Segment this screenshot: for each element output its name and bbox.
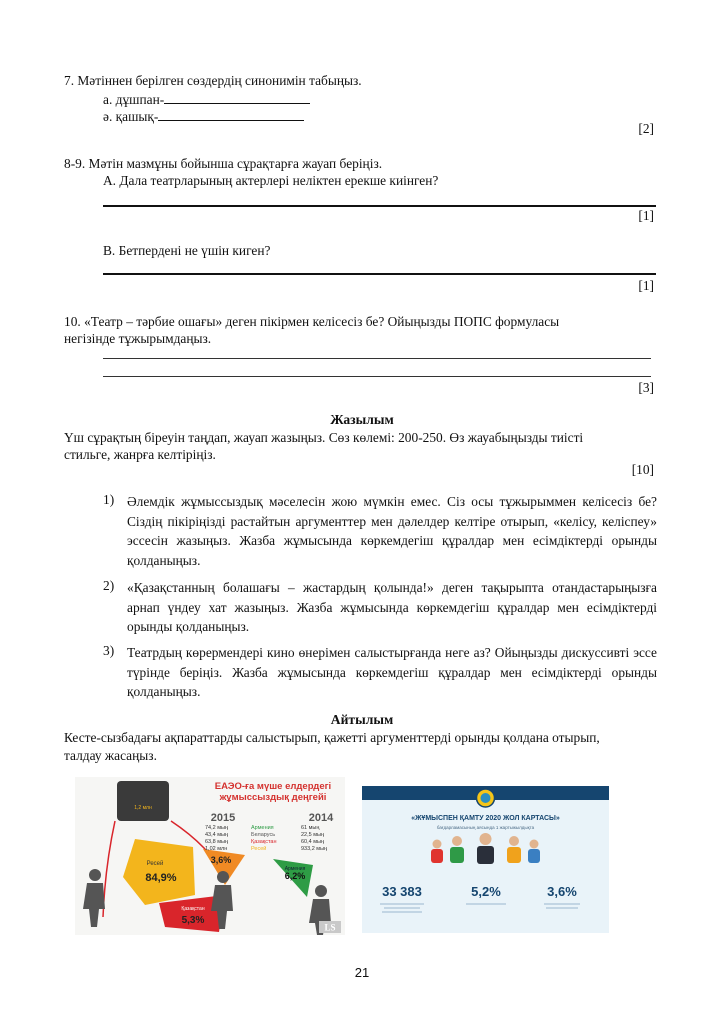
q89-question-b: В. Бетпердені не үшін киген? <box>103 243 271 258</box>
page-number: 21 <box>354 965 370 980</box>
year-2014: 2014 <box>308 812 334 824</box>
roadmap-stat-1: 33 383 <box>382 884 422 899</box>
q89-answer-line-a[interactable] <box>103 205 656 207</box>
value-2015-2: 63,8 мың <box>205 839 229 845</box>
value-2014-3: 933,2 мың <box>301 846 328 852</box>
q7-item-b <box>103 108 304 125</box>
q10-line2: негізінде тұжырымдаңыз. <box>64 331 212 346</box>
speaking-instruction-line2: талдау жасаңыз. <box>64 748 157 763</box>
value-2014-1: 22,5 мың <box>301 832 325 838</box>
roadmap-title: «ЖҰМЫСПЕН ҚАМТУ 2020 ЖОЛ КАРТАСЫ» <box>411 815 560 822</box>
roadmap-infographic-graphic <box>362 786 609 933</box>
value-2014-2: 60,4 мың <box>301 839 325 845</box>
value-2015-1: 43,4 мың <box>205 832 229 838</box>
value-2014-0: 61 мың <box>301 825 320 831</box>
kazakhstan-label: Қазақстан <box>181 906 205 912</box>
q7-prompt: 7. Мәтіннен берілген сөздердің синонимін табыңыз. <box>64 73 362 88</box>
country-1: Беларусь <box>251 832 276 838</box>
writing-option-3-number: 3) <box>103 643 115 658</box>
q89-marks-a: [1] <box>638 208 654 223</box>
q7-marks: [2] <box>638 121 654 136</box>
writing-option-2-text: «Қазақстанның болашағы – жастардың қолында!» деген тақырыпта отандастарыңызға арнап үндеу хат жазыңыз. Жазба жұмысында көркемдегіш құралдар мен есімдіктерді орынды қолданыңыз. <box>127 580 657 634</box>
unemployment-infographic <box>75 777 345 935</box>
year-2015: 2015 <box>210 812 236 824</box>
q7-item-a-label: а. дұшпан- <box>103 92 165 107</box>
q89-prompt: 8-9. Мәтін мазмұны бойынша сұрақтарға жауап беріңіз. <box>64 156 383 171</box>
value-2015-3: 1,02 млн <box>205 846 228 852</box>
country-3: Ресей <box>251 846 267 852</box>
speaking-instruction-line1: Кесте-сызбадағы ақпараттарды салыстырып, қажетті аргументтерді орынды қолдана отырып, <box>64 730 600 745</box>
q89-marks-b: [1] <box>638 278 654 293</box>
infographic1-title-line1: ЕАЭО-ға мүше елдердегі <box>214 781 332 792</box>
q7-item-a <box>103 91 310 108</box>
roadmap-infographic <box>362 786 609 933</box>
q10-answer-line-1[interactable] <box>103 358 651 359</box>
speaking-heading: Айтылым <box>330 712 394 727</box>
russia-percent: 84,9% <box>145 872 177 884</box>
q10-line1: 10. «Театр – тәрбие ошағы» деген пікірмен келісесіз бе? Ойыңызды ПОПС формуласы <box>64 314 560 329</box>
roadmap-stat-2: 5,2% <box>471 884 501 899</box>
weight-label: 1,2 млн <box>134 805 152 811</box>
kazakhstan-percent: 5,3% <box>181 915 205 926</box>
q10-answer-line-2[interactable] <box>103 376 651 377</box>
writing-instruction-line2: стильге, жанрға келтіріңіз. <box>64 447 216 462</box>
q7-answer-blank-a[interactable] <box>164 91 310 104</box>
ls-logo-text: LS <box>324 922 336 933</box>
country-2: Қазақстан <box>251 839 277 845</box>
roadmap-stat-3: 3,6% <box>547 884 577 899</box>
unemployment-infographic-graphic <box>75 777 345 935</box>
q89-question-a: А. Дала театрларының актерлері неліктен ерекше киінген? <box>103 173 439 188</box>
writing-marks: [10] <box>631 462 654 477</box>
armenia-label: Армения <box>284 866 306 872</box>
russia-label: Ресей <box>146 861 164 867</box>
q7-answer-blank-b[interactable] <box>158 108 304 121</box>
armenia-percent: 6,2% <box>284 871 306 881</box>
infographic1-title-line2: жұмыссыздық деңгейі <box>219 792 327 803</box>
writing-option-1-text: Әлемдік жұмыссыздық мәселесін жою мүмкін емес. Сіз осы тұжырыммен келісесіз бе? Сіздің пікіріңізді растайтын аргументтер мен дәлелдер келтіре отырып, «келісу, келіспеу» эссесін жазыңыз. Жазба жұмысында көркемдегіш құралдар мен есімдіктерді орынды қолданыңыз. <box>127 494 657 568</box>
writing-option-2-number: 2) <box>103 578 115 593</box>
writing-option-3-text: Театрдың көрермендері кино өнерімен салыстырғанда неге аз? Ойыңызды дискуссивті эссе түрінде беріңіз. Жазба жұмысында көркемдегіш құралдар мен есімдіктерді орынды қолданыңыз. <box>127 645 657 699</box>
q89-answer-line-b[interactable] <box>103 273 656 275</box>
writing-option-1-number: 1) <box>103 492 115 507</box>
orange-percent: 3,6% <box>210 855 232 865</box>
roadmap-subtitle: бағдарламасының аясында 1 жартыжылдықта <box>436 825 535 830</box>
weight-icon <box>117 781 169 821</box>
country-0: Армения <box>251 825 274 831</box>
q7-item-b-label: ә. қашық- <box>103 109 159 124</box>
value-2015-0: 74,2 мың <box>205 825 229 831</box>
writing-heading: Жазылым <box>330 412 394 427</box>
writing-instruction-line1: Үш сұрақтың біреуін таңдап, жауап жазыңыз. Сөз көлемі: 200-250. Өз жауабыңызды тиісті <box>64 430 584 445</box>
q10-marks: [3] <box>638 380 654 395</box>
